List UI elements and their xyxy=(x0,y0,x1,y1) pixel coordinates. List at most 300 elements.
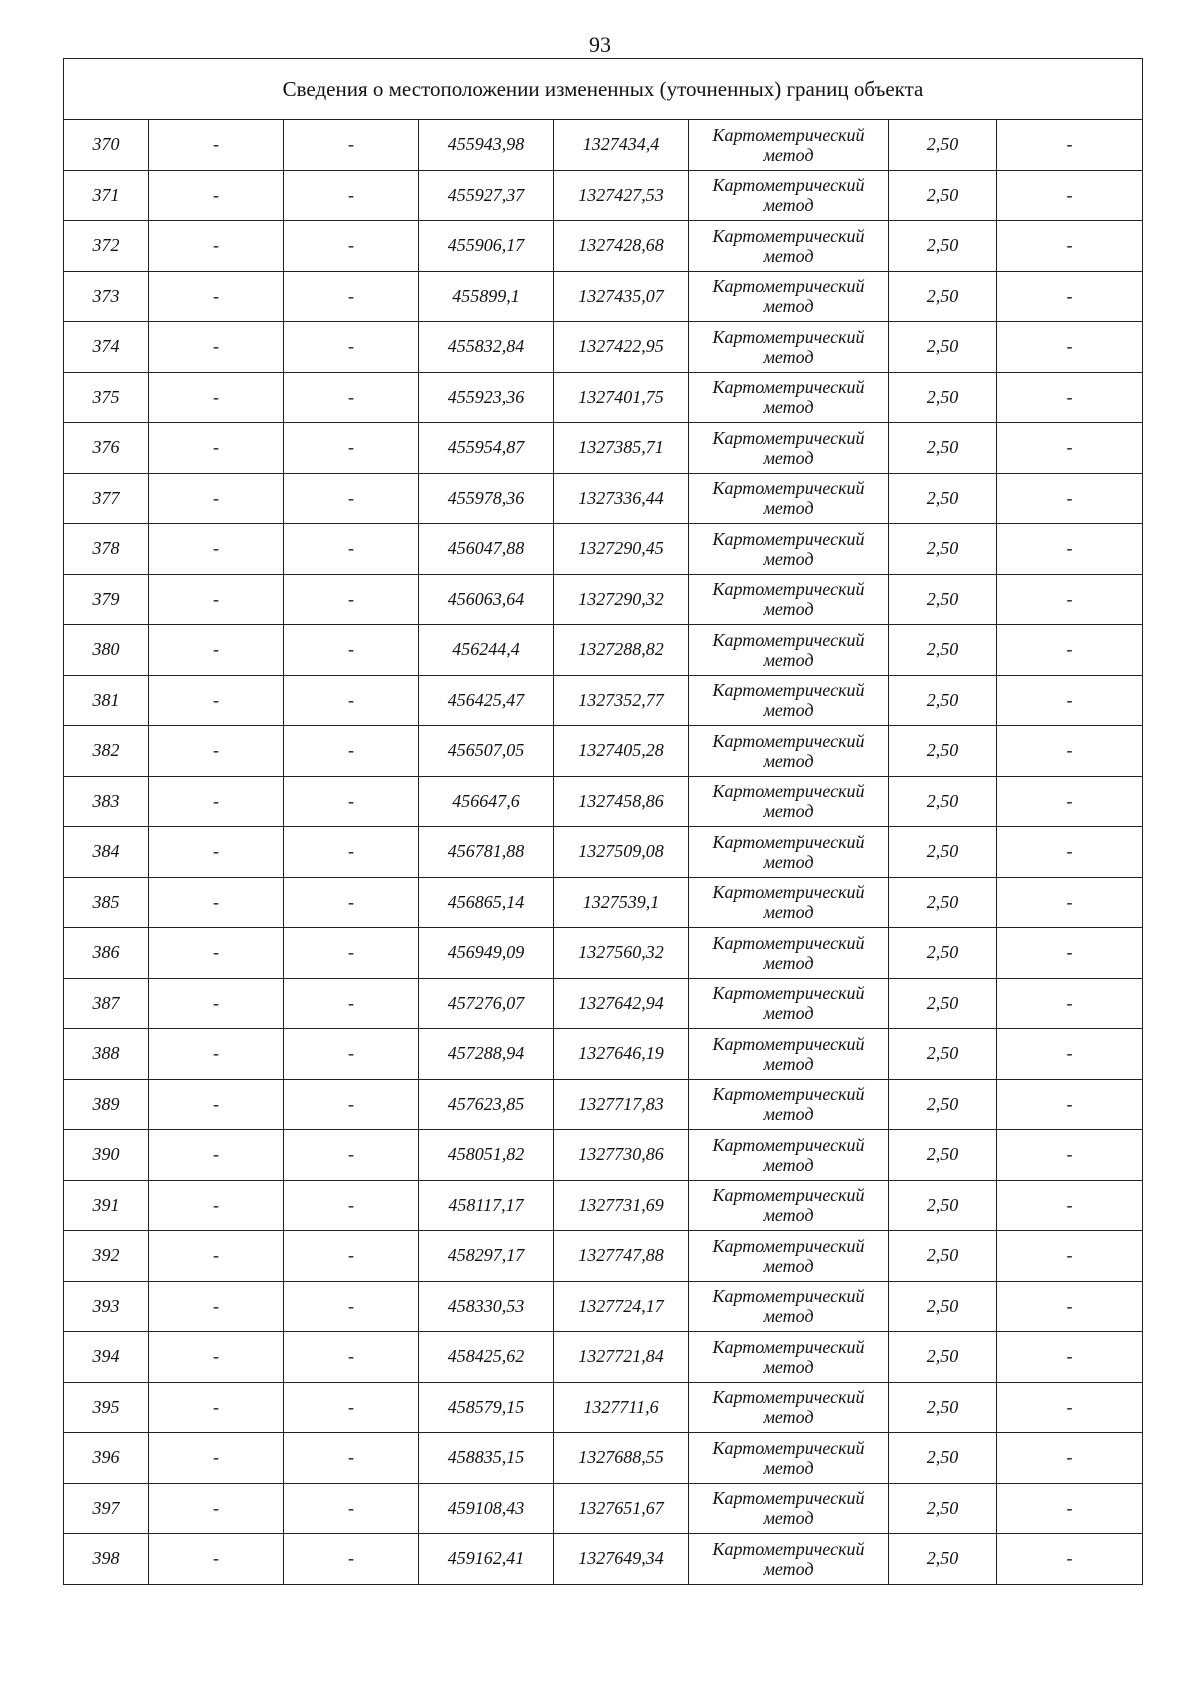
new-y-coordinate-cell: 1327352,77 xyxy=(554,675,689,726)
accuracy-cell: 2,50 xyxy=(889,1180,997,1231)
determination-method-cell xyxy=(689,221,889,272)
method-line-2: метод xyxy=(763,1154,814,1175)
existing-x-cell: - xyxy=(149,1382,284,1433)
accuracy-cell: 2,50 xyxy=(889,524,997,575)
existing-y-cell: - xyxy=(284,1130,419,1181)
method-line-2: метод xyxy=(763,599,814,620)
determination-method-cell xyxy=(689,1382,889,1433)
point-number-cell: 396 xyxy=(64,1433,149,1484)
existing-y-cell: - xyxy=(284,1180,419,1231)
new-x-coordinate-cell: 458579,15 xyxy=(419,1382,554,1433)
existing-x-cell: - xyxy=(149,978,284,1029)
method-line-1: Картометрический xyxy=(712,1488,865,1509)
method-line-1: Картометрический xyxy=(712,781,865,802)
method-line-2: метод xyxy=(763,700,814,721)
determination-method-cell xyxy=(689,372,889,423)
point-description-cell: - xyxy=(997,877,1143,928)
existing-x-cell: - xyxy=(149,776,284,827)
new-y-coordinate-cell: 1327560,32 xyxy=(554,928,689,979)
point-description-cell: - xyxy=(997,1231,1143,1282)
point-description-cell: - xyxy=(997,1029,1143,1080)
method-line-1: Картометрический xyxy=(712,1437,865,1458)
method-line-1: Картометрический xyxy=(712,225,865,246)
table-row xyxy=(64,1281,1143,1332)
existing-y-cell: - xyxy=(284,625,419,676)
table-row xyxy=(64,1231,1143,1282)
point-description-cell: - xyxy=(997,221,1143,272)
new-y-coordinate-cell: 1327509,08 xyxy=(554,827,689,878)
method-line-2: метод xyxy=(763,1356,814,1377)
determination-method-cell xyxy=(689,1332,889,1383)
point-number-cell: 383 xyxy=(64,776,149,827)
page-number: 93 xyxy=(589,32,611,57)
existing-x-cell: - xyxy=(149,1130,284,1181)
new-y-coordinate-cell: 1327336,44 xyxy=(554,473,689,524)
point-description-cell: - xyxy=(997,1433,1143,1484)
existing-y-cell: - xyxy=(284,221,419,272)
new-y-coordinate-cell: 1327405,28 xyxy=(554,726,689,777)
existing-x-cell: - xyxy=(149,574,284,625)
point-description-cell: - xyxy=(997,625,1143,676)
point-description-cell: - xyxy=(997,372,1143,423)
method-line-1: Картометрический xyxy=(712,1084,865,1105)
point-number-cell: 398 xyxy=(64,1534,149,1585)
existing-x-cell: - xyxy=(149,170,284,221)
method-line-1: Картометрический xyxy=(712,124,865,145)
method-line-2: метод xyxy=(763,1306,814,1327)
new-y-coordinate-cell: 1327435,07 xyxy=(554,271,689,322)
method-line-2: метод xyxy=(763,1104,814,1125)
existing-y-cell: - xyxy=(284,726,419,777)
point-description-cell: - xyxy=(997,1130,1143,1181)
method-line-1: Картометрический xyxy=(712,1134,865,1155)
point-number-cell: 380 xyxy=(64,625,149,676)
table-row xyxy=(64,978,1143,1029)
point-number-cell: 387 xyxy=(64,978,149,1029)
new-x-coordinate-cell: 458330,53 xyxy=(419,1281,554,1332)
table-row xyxy=(64,675,1143,726)
new-y-coordinate-cell: 1327711,6 xyxy=(554,1382,689,1433)
method-line-2: метод xyxy=(763,1053,814,1074)
existing-x-cell: - xyxy=(149,1079,284,1130)
new-x-coordinate-cell: 458835,15 xyxy=(419,1433,554,1484)
existing-y-cell: - xyxy=(284,1029,419,1080)
point-description-cell: - xyxy=(997,726,1143,777)
determination-method-cell xyxy=(689,1433,889,1484)
accuracy-cell: 2,50 xyxy=(889,928,997,979)
existing-x-cell: - xyxy=(149,473,284,524)
determination-method-cell xyxy=(689,726,889,777)
determination-method-cell xyxy=(689,322,889,373)
existing-x-cell: - xyxy=(149,372,284,423)
determination-method-cell xyxy=(689,877,889,928)
existing-y-cell: - xyxy=(284,928,419,979)
determination-method-cell xyxy=(689,170,889,221)
new-y-coordinate-cell: 1327721,84 xyxy=(554,1332,689,1383)
accuracy-cell: 2,50 xyxy=(889,1534,997,1585)
table-row xyxy=(64,877,1143,928)
method-line-1: Картометрический xyxy=(712,1336,865,1357)
method-line-1: Картометрический xyxy=(712,882,865,903)
method-line-1: Картометрический xyxy=(712,1185,865,1206)
accuracy-cell: 2,50 xyxy=(889,574,997,625)
table-row xyxy=(64,1332,1143,1383)
method-line-1: Картометрический xyxy=(712,932,865,953)
existing-y-cell: - xyxy=(284,877,419,928)
determination-method-cell xyxy=(689,978,889,1029)
existing-x-cell: - xyxy=(149,524,284,575)
point-number-cell: 382 xyxy=(64,726,149,777)
point-description-cell: - xyxy=(997,1332,1143,1383)
point-description-cell: - xyxy=(997,120,1143,171)
determination-method-cell xyxy=(689,1130,889,1181)
determination-method-cell xyxy=(689,827,889,878)
existing-y-cell: - xyxy=(284,574,419,625)
boundary-coordinates-table xyxy=(63,58,1143,1585)
existing-x-cell: - xyxy=(149,1534,284,1585)
method-line-2: метод xyxy=(763,296,814,317)
method-line-2: метод xyxy=(763,750,814,771)
accuracy-cell: 2,50 xyxy=(889,675,997,726)
new-y-coordinate-cell: 1327401,75 xyxy=(554,372,689,423)
table-row xyxy=(64,271,1143,322)
existing-x-cell: - xyxy=(149,1483,284,1534)
method-line-1: Картометрический xyxy=(712,629,865,650)
new-x-coordinate-cell: 457288,94 xyxy=(419,1029,554,1080)
point-number-cell: 394 xyxy=(64,1332,149,1383)
accuracy-cell: 2,50 xyxy=(889,625,997,676)
accuracy-cell: 2,50 xyxy=(889,978,997,1029)
table-row xyxy=(64,574,1143,625)
table-row xyxy=(64,322,1143,373)
existing-x-cell: - xyxy=(149,675,284,726)
point-description-cell: - xyxy=(997,524,1143,575)
new-x-coordinate-cell: 458425,62 xyxy=(419,1332,554,1383)
existing-x-cell: - xyxy=(149,827,284,878)
new-y-coordinate-cell: 1327724,17 xyxy=(554,1281,689,1332)
existing-y-cell: - xyxy=(284,675,419,726)
existing-y-cell: - xyxy=(284,978,419,1029)
accuracy-cell: 2,50 xyxy=(889,1382,997,1433)
method-line-1: Картометрический xyxy=(712,1235,865,1256)
determination-method-cell xyxy=(689,423,889,474)
new-y-coordinate-cell: 1327422,95 xyxy=(554,322,689,373)
point-number-cell: 381 xyxy=(64,675,149,726)
accuracy-cell: 2,50 xyxy=(889,473,997,524)
accuracy-cell: 2,50 xyxy=(889,827,997,878)
method-line-1: Картометрический xyxy=(712,175,865,196)
point-number-cell: 397 xyxy=(64,1483,149,1534)
method-line-2: метод xyxy=(763,1003,814,1024)
point-description-cell: - xyxy=(997,1180,1143,1231)
new-x-coordinate-cell: 457276,07 xyxy=(419,978,554,1029)
new-x-coordinate-cell: 455899,1 xyxy=(419,271,554,322)
existing-x-cell: - xyxy=(149,1231,284,1282)
table-title: Сведения о местоположении измененных (уточненных) границ объекта xyxy=(64,59,1143,120)
existing-x-cell: - xyxy=(149,1180,284,1231)
new-y-coordinate-cell: 1327290,32 xyxy=(554,574,689,625)
point-number-cell: 392 xyxy=(64,1231,149,1282)
accuracy-cell: 2,50 xyxy=(889,170,997,221)
point-number-cell: 378 xyxy=(64,524,149,575)
accuracy-cell: 2,50 xyxy=(889,1029,997,1080)
accuracy-cell: 2,50 xyxy=(889,1332,997,1383)
method-line-1: Картометрический xyxy=(712,1033,865,1054)
new-x-coordinate-cell: 455906,17 xyxy=(419,221,554,272)
new-y-coordinate-cell: 1327649,34 xyxy=(554,1534,689,1585)
method-line-2: метод xyxy=(763,1255,814,1276)
new-y-coordinate-cell: 1327458,86 xyxy=(554,776,689,827)
new-y-coordinate-cell: 1327427,53 xyxy=(554,170,689,221)
new-x-coordinate-cell: 456063,64 xyxy=(419,574,554,625)
method-line-2: метод xyxy=(763,1457,814,1478)
method-line-1: Картометрический xyxy=(712,1387,865,1408)
determination-method-cell xyxy=(689,1079,889,1130)
point-number-cell: 377 xyxy=(64,473,149,524)
new-y-coordinate-cell: 1327290,45 xyxy=(554,524,689,575)
point-number-cell: 389 xyxy=(64,1079,149,1130)
determination-method-cell xyxy=(689,271,889,322)
new-y-coordinate-cell: 1327717,83 xyxy=(554,1079,689,1130)
table-row xyxy=(64,827,1143,878)
method-line-1: Картометрический xyxy=(712,831,865,852)
new-x-coordinate-cell: 458117,17 xyxy=(419,1180,554,1231)
table-row xyxy=(64,776,1143,827)
existing-y-cell: - xyxy=(284,1231,419,1282)
existing-x-cell: - xyxy=(149,1332,284,1383)
method-line-2: метод xyxy=(763,245,814,266)
new-y-coordinate-cell: 1327688,55 xyxy=(554,1433,689,1484)
existing-y-cell: - xyxy=(284,1332,419,1383)
method-line-2: метод xyxy=(763,346,814,367)
method-line-2: метод xyxy=(763,195,814,216)
point-number-cell: 371 xyxy=(64,170,149,221)
determination-method-cell xyxy=(689,473,889,524)
existing-y-cell: - xyxy=(284,120,419,171)
method-line-1: Картометрический xyxy=(712,1538,865,1559)
existing-y-cell: - xyxy=(284,423,419,474)
method-line-1: Картометрический xyxy=(712,983,865,1004)
new-y-coordinate-cell: 1327731,69 xyxy=(554,1180,689,1231)
point-description-cell: - xyxy=(997,1534,1143,1585)
method-line-1: Картометрический xyxy=(712,326,865,347)
point-description-cell: - xyxy=(997,827,1143,878)
method-line-2: метод xyxy=(763,1508,814,1529)
new-y-coordinate-cell: 1327539,1 xyxy=(554,877,689,928)
point-number-cell: 393 xyxy=(64,1281,149,1332)
method-line-1: Картометрический xyxy=(712,680,865,701)
existing-y-cell: - xyxy=(284,1079,419,1130)
accuracy-cell: 2,50 xyxy=(889,120,997,171)
existing-y-cell: - xyxy=(284,1534,419,1585)
new-x-coordinate-cell: 456781,88 xyxy=(419,827,554,878)
point-number-cell: 376 xyxy=(64,423,149,474)
existing-x-cell: - xyxy=(149,221,284,272)
point-description-cell: - xyxy=(997,675,1143,726)
method-line-1: Картометрический xyxy=(712,730,865,751)
new-x-coordinate-cell: 455832,84 xyxy=(419,322,554,373)
method-line-1: Картометрический xyxy=(712,377,865,398)
determination-method-cell xyxy=(689,120,889,171)
existing-y-cell: - xyxy=(284,322,419,373)
method-line-1: Картометрический xyxy=(712,427,865,448)
point-description-cell: - xyxy=(997,1382,1143,1433)
existing-x-cell: - xyxy=(149,120,284,171)
accuracy-cell: 2,50 xyxy=(889,726,997,777)
new-y-coordinate-cell: 1327651,67 xyxy=(554,1483,689,1534)
new-x-coordinate-cell: 455954,87 xyxy=(419,423,554,474)
point-description-cell: - xyxy=(997,574,1143,625)
point-number-cell: 375 xyxy=(64,372,149,423)
new-x-coordinate-cell: 455943,98 xyxy=(419,120,554,171)
determination-method-cell xyxy=(689,675,889,726)
method-line-1: Картометрический xyxy=(712,528,865,549)
determination-method-cell xyxy=(689,1180,889,1231)
table-row xyxy=(64,1534,1143,1585)
determination-method-cell xyxy=(689,625,889,676)
new-y-coordinate-cell: 1327646,19 xyxy=(554,1029,689,1080)
existing-y-cell: - xyxy=(284,1382,419,1433)
new-x-coordinate-cell: 456949,09 xyxy=(419,928,554,979)
table-row xyxy=(64,1483,1143,1534)
new-x-coordinate-cell: 456865,14 xyxy=(419,877,554,928)
point-number-cell: 374 xyxy=(64,322,149,373)
point-number-cell: 373 xyxy=(64,271,149,322)
new-x-coordinate-cell: 456425,47 xyxy=(419,675,554,726)
table-row xyxy=(64,1382,1143,1433)
existing-y-cell: - xyxy=(284,170,419,221)
point-description-cell: - xyxy=(997,776,1143,827)
accuracy-cell: 2,50 xyxy=(889,1281,997,1332)
accuracy-cell: 2,50 xyxy=(889,1483,997,1534)
table-row xyxy=(64,1130,1143,1181)
accuracy-cell: 2,50 xyxy=(889,221,997,272)
new-x-coordinate-cell: 458297,17 xyxy=(419,1231,554,1282)
existing-y-cell: - xyxy=(284,776,419,827)
point-number-cell: 391 xyxy=(64,1180,149,1231)
existing-x-cell: - xyxy=(149,928,284,979)
accuracy-cell: 2,50 xyxy=(889,271,997,322)
accuracy-cell: 2,50 xyxy=(889,1433,997,1484)
new-x-coordinate-cell: 456244,4 xyxy=(419,625,554,676)
existing-x-cell: - xyxy=(149,1281,284,1332)
point-number-cell: 395 xyxy=(64,1382,149,1433)
method-line-2: метод xyxy=(763,144,814,165)
point-description-cell: - xyxy=(997,271,1143,322)
table-row xyxy=(64,221,1143,272)
new-x-coordinate-cell: 455923,36 xyxy=(419,372,554,423)
existing-x-cell: - xyxy=(149,271,284,322)
method-line-2: метод xyxy=(763,801,814,822)
accuracy-cell: 2,50 xyxy=(889,877,997,928)
point-number-cell: 372 xyxy=(64,221,149,272)
new-y-coordinate-cell: 1327428,68 xyxy=(554,221,689,272)
accuracy-cell: 2,50 xyxy=(889,322,997,373)
method-line-2: метод xyxy=(763,1205,814,1226)
method-line-1: Картометрический xyxy=(712,579,865,600)
new-y-coordinate-cell: 1327288,82 xyxy=(554,625,689,676)
existing-y-cell: - xyxy=(284,1433,419,1484)
new-y-coordinate-cell: 1327730,86 xyxy=(554,1130,689,1181)
determination-method-cell xyxy=(689,1483,889,1534)
new-x-coordinate-cell: 456507,05 xyxy=(419,726,554,777)
method-line-2: метод xyxy=(763,447,814,468)
method-line-1: Картометрический xyxy=(712,478,865,499)
point-description-cell: - xyxy=(997,1483,1143,1534)
table-row xyxy=(64,1180,1143,1231)
method-line-2: метод xyxy=(763,952,814,973)
existing-y-cell: - xyxy=(284,1483,419,1534)
point-number-cell: 386 xyxy=(64,928,149,979)
existing-y-cell: - xyxy=(284,1281,419,1332)
new-y-coordinate-cell: 1327747,88 xyxy=(554,1231,689,1282)
table-body xyxy=(64,120,1143,1585)
point-number-cell: 388 xyxy=(64,1029,149,1080)
table-row xyxy=(64,423,1143,474)
table-row xyxy=(64,625,1143,676)
existing-x-cell: - xyxy=(149,423,284,474)
determination-method-cell xyxy=(689,928,889,979)
new-x-coordinate-cell: 456047,88 xyxy=(419,524,554,575)
determination-method-cell xyxy=(689,776,889,827)
boundary-table-container xyxy=(63,58,1142,1585)
determination-method-cell xyxy=(689,1029,889,1080)
point-number-cell: 379 xyxy=(64,574,149,625)
existing-y-cell: - xyxy=(284,524,419,575)
table-row xyxy=(64,1079,1143,1130)
method-line-2: метод xyxy=(763,1558,814,1579)
existing-y-cell: - xyxy=(284,827,419,878)
table-row xyxy=(64,928,1143,979)
existing-y-cell: - xyxy=(284,372,419,423)
determination-method-cell xyxy=(689,574,889,625)
table-row xyxy=(64,473,1143,524)
table-row xyxy=(64,524,1143,575)
point-number-cell: 384 xyxy=(64,827,149,878)
method-line-2: метод xyxy=(763,851,814,872)
point-description-cell: - xyxy=(997,322,1143,373)
table-row xyxy=(64,170,1143,221)
point-number-cell: 370 xyxy=(64,120,149,171)
existing-x-cell: - xyxy=(149,625,284,676)
new-x-coordinate-cell: 455978,36 xyxy=(419,473,554,524)
point-description-cell: - xyxy=(997,473,1143,524)
point-description-cell: - xyxy=(997,1281,1143,1332)
accuracy-cell: 2,50 xyxy=(889,776,997,827)
accuracy-cell: 2,50 xyxy=(889,1079,997,1130)
new-x-coordinate-cell: 456647,6 xyxy=(419,776,554,827)
method-line-2: метод xyxy=(763,498,814,519)
new-x-coordinate-cell: 457623,85 xyxy=(419,1079,554,1130)
determination-method-cell xyxy=(689,1231,889,1282)
new-y-coordinate-cell: 1327642,94 xyxy=(554,978,689,1029)
accuracy-cell: 2,50 xyxy=(889,372,997,423)
new-x-coordinate-cell: 459162,41 xyxy=(419,1534,554,1585)
accuracy-cell: 2,50 xyxy=(889,1130,997,1181)
method-line-2: метод xyxy=(763,902,814,923)
table-row xyxy=(64,726,1143,777)
method-line-1: Картометрический xyxy=(712,276,865,297)
point-description-cell: - xyxy=(997,978,1143,1029)
method-line-2: метод xyxy=(763,649,814,670)
accuracy-cell: 2,50 xyxy=(889,1231,997,1282)
method-line-2: метод xyxy=(763,1407,814,1428)
new-y-coordinate-cell: 1327385,71 xyxy=(554,423,689,474)
determination-method-cell xyxy=(689,1534,889,1585)
determination-method-cell xyxy=(689,524,889,575)
new-x-coordinate-cell: 455927,37 xyxy=(419,170,554,221)
new-x-coordinate-cell: 458051,82 xyxy=(419,1130,554,1181)
